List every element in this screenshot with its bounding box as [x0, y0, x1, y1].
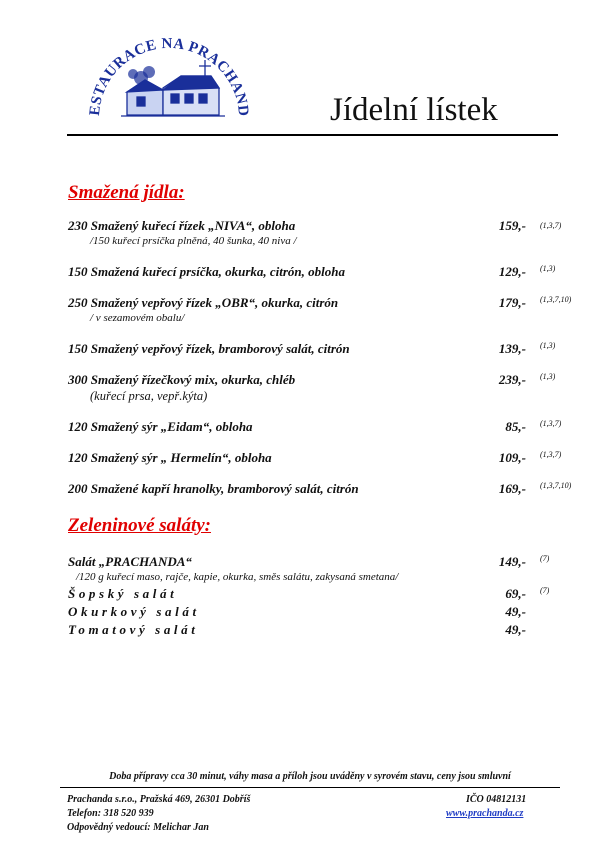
menu-item-price: 49,-: [505, 622, 526, 637]
menu-item-name: Šopský salát: [68, 586, 178, 601]
footer-phone: Telefon: 318 520 939: [67, 808, 154, 819]
menu-item-price: 139,-: [498, 341, 526, 356]
section-heading-salads: Zeleninové saláty:: [68, 515, 211, 536]
section-heading-fried: Smažená jídla:: [68, 182, 185, 203]
logo-text: ESTAURACE NA PRACHAND: [86, 35, 252, 118]
menu-item-allergens: (1,3): [540, 264, 556, 273]
menu-item-name: 150 Smažená kuřecí prsíčka, okurka, citrón, obloha: [68, 264, 346, 279]
menu-item-name: Tomatový salát: [68, 622, 199, 637]
menu-item-allergens: (7): [540, 586, 550, 595]
logo-graphic: [85, 30, 255, 130]
menu-item-price: 49,-: [505, 604, 526, 619]
footer-ico: IČO 04812131: [466, 794, 527, 805]
footer-company: Prachanda s.r.o., Pražská 469, 26301 Dobříš: [67, 794, 251, 805]
page-title: Jídelní lístek: [330, 92, 498, 128]
footer-manager: Odpovědný vedoucí: Melichar Jan: [67, 822, 209, 833]
menu-item-price: 179,-: [498, 295, 526, 310]
menu-item-name: Salát „PRACHANDA“: [68, 554, 192, 569]
restaurant-logo: [85, 30, 255, 130]
menu-item-price: 85,-: [505, 419, 526, 434]
menu-item-name: 120 Smažený sýr „Eidam“, obloha: [68, 419, 253, 434]
menu-item-note: /120 g kuřecí maso, rajče, kapie, okurka, směs salátu, zakysaná smetana/: [76, 571, 399, 583]
menu-item-name: 200 Smažené kapří hranolky, bramborový salát, citrón: [68, 481, 359, 496]
menu-item-allergens: (1,3,7): [540, 419, 562, 428]
menu-item-price: 239,-: [498, 372, 526, 387]
menu-item-name: 150 Smažený vepřový řízek, bramborový salát, citrón: [68, 341, 350, 356]
menu-item-allergens: (1,3,7): [540, 221, 562, 230]
menu-item-allergens: (7): [540, 554, 550, 563]
menu-item-note: / v sezamovém obalu/: [90, 312, 185, 324]
footer-note: Doba přípravy cca 30 minut, váhy masa a příloh jsou uváděny v syrovém stavu, ceny jsou smluvní: [109, 771, 511, 782]
menu-item-allergens: (1,3,7): [540, 450, 562, 459]
footer-web-link[interactable]: www.prachanda.cz: [446, 808, 524, 819]
menu-item-price: 69,-: [505, 586, 526, 601]
menu-item-price: 149,-: [498, 554, 526, 569]
menu-item-allergens: (1,3,7,10): [540, 295, 572, 304]
title-divider: [67, 134, 558, 136]
menu-item-price: 129,-: [498, 264, 526, 279]
footer-divider: [60, 787, 560, 788]
menu-item-name: 300 Smažený řízečkový mix, okurka, chléb: [68, 372, 296, 387]
menu-item-name: 230 Smažený kuřecí řízek „NIVA“, obloha: [68, 218, 296, 233]
menu-item-allergens: (1,3): [540, 372, 556, 381]
menu-item-price: 169,-: [498, 481, 526, 496]
menu-item-allergens: (1,3,7,10): [540, 481, 572, 490]
menu-item-price: 109,-: [498, 450, 526, 465]
menu-item-name: Okurkový salát: [68, 604, 200, 619]
menu-item-allergens: (1,3): [540, 341, 556, 350]
menu-item-note: /150 kuřecí prsíčka plněná, 40 šunka, 40 niva /: [90, 235, 297, 247]
menu-item-name: 120 Smažený sýr „ Hermelín“, obloha: [68, 450, 272, 465]
menu-item-note: (kuřecí prsa, vepř.kýta): [90, 389, 208, 403]
menu-item-price: 159,-: [498, 218, 526, 233]
menu-item-name: 250 Smažený vepřový řízek „OBR“, okurka, citrón: [68, 295, 339, 310]
